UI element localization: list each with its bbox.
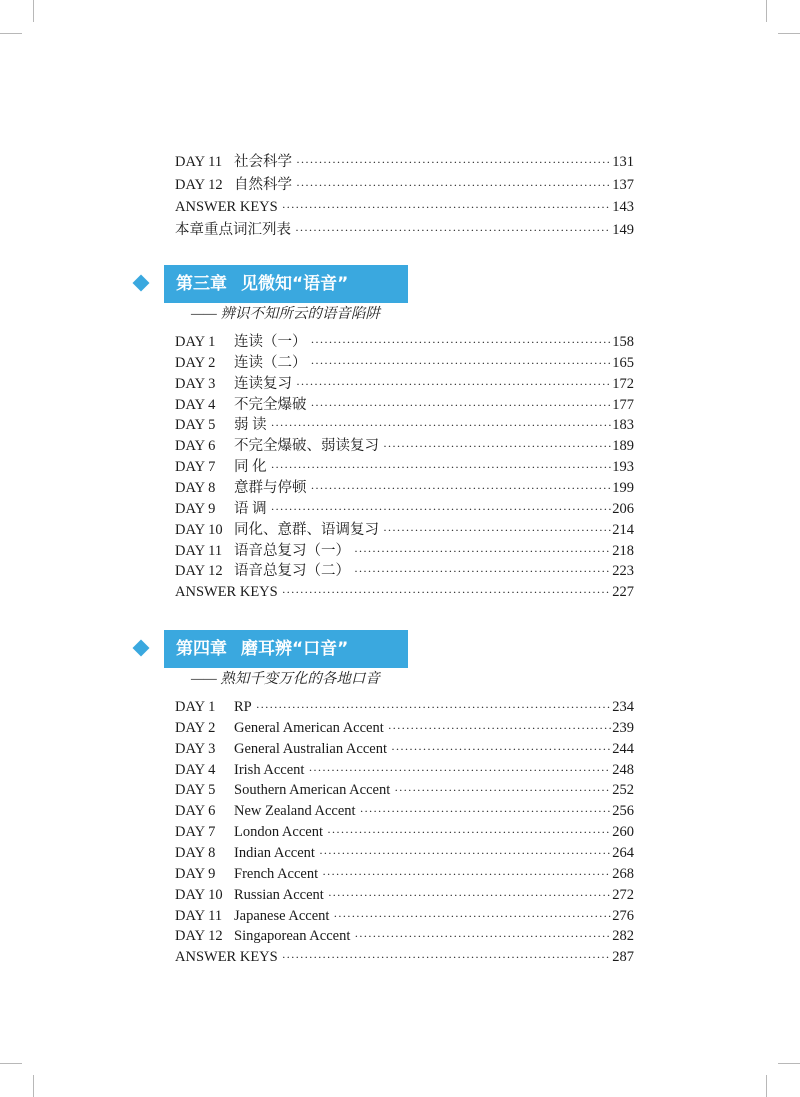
toc-page-number: 268 (612, 865, 634, 882)
toc-leader (311, 332, 612, 352)
toc-page-number: 264 (612, 844, 634, 861)
toc-title: London Accent (234, 824, 323, 841)
toc-leader (296, 175, 611, 195)
toc-page-number: 218 (612, 542, 634, 559)
toc-day: DAY 7 (175, 459, 216, 476)
toc-day: DAY 12 (175, 928, 223, 945)
toc-entry[interactable] (175, 864, 634, 884)
toc-day: 本章重点词汇列表 (175, 222, 291, 238)
toc-title: Singaporean Accent (234, 928, 351, 945)
toc-day: DAY 5 (175, 417, 216, 434)
toc-entry[interactable] (175, 520, 634, 540)
crop-mark (33, 0, 34, 22)
toc-leader (308, 760, 611, 780)
toc-leader (271, 499, 612, 519)
toc-entry[interactable] (175, 561, 634, 581)
chapter-number: 第四章 (176, 639, 227, 659)
toc-entry[interactable] (175, 353, 634, 373)
crop-mark (0, 1063, 22, 1064)
toc-leader (391, 739, 611, 759)
toc-title: Japanese Accent (234, 907, 330, 924)
toc-entry[interactable] (175, 906, 634, 926)
toc-page-number: 256 (612, 803, 634, 820)
toc-page-number: 189 (612, 438, 634, 455)
toc-entry[interactable] (175, 718, 634, 738)
toc-entry[interactable] (175, 395, 634, 415)
crop-mark (766, 1075, 767, 1097)
toc-page-number: 149 (612, 222, 634, 238)
toc-entry[interactable] (175, 885, 634, 905)
toc-day: ANSWER KEYS (175, 949, 278, 966)
toc-page-number: 193 (612, 459, 634, 476)
toc-leader (282, 582, 612, 602)
toc-title: General Australian Accent (234, 740, 387, 757)
toc-page-number: 252 (612, 782, 634, 799)
toc-day: DAY 12 (175, 177, 223, 193)
toc-entry[interactable] (175, 739, 634, 759)
toc-leader (383, 436, 611, 456)
toc-page-number: 158 (612, 334, 634, 350)
chapter-title-box (164, 630, 408, 668)
toc-entry[interactable] (175, 697, 634, 717)
toc-page-number: 223 (612, 563, 634, 580)
toc-page-number: 282 (612, 928, 634, 945)
toc-page-number: 248 (612, 761, 634, 778)
crop-mark (766, 0, 767, 22)
toc-leader (388, 718, 611, 738)
toc-title: New Zealand Accent (234, 803, 356, 820)
toc-title: 连读（一） (234, 334, 307, 350)
toc-leader (328, 885, 611, 905)
toc-entry[interactable] (175, 760, 634, 780)
toc-page-number: 272 (612, 886, 634, 903)
chapter-4-subtitle: —— 熟知千变万化的各地口音 (191, 671, 380, 687)
toc-leader (327, 822, 611, 842)
toc-entry[interactable] (175, 220, 634, 240)
toc-page-number: 137 (612, 177, 634, 193)
toc-entry[interactable] (175, 499, 634, 519)
crop-mark (778, 1063, 800, 1064)
toc-day: ANSWER KEYS (175, 584, 278, 601)
toc-leader (295, 220, 611, 240)
toc-title: Russian Accent (234, 886, 324, 903)
toc-entry[interactable] (175, 582, 634, 602)
toc-leader (311, 478, 612, 498)
toc-leader (256, 697, 612, 717)
toc-leader (282, 197, 612, 217)
toc-page-number: 199 (612, 479, 634, 496)
toc-day: DAY 2 (175, 719, 216, 736)
toc-day: DAY 9 (175, 865, 216, 882)
toc-title: 语音总复习（一） (234, 542, 350, 559)
toc-leader (271, 457, 612, 477)
toc-leader (296, 374, 611, 394)
toc-day: DAY 4 (175, 396, 216, 413)
toc-day: DAY 6 (175, 438, 216, 455)
toc-leader (383, 520, 611, 540)
toc-day: DAY 3 (175, 740, 216, 757)
toc-leader (282, 947, 612, 967)
toc-entry[interactable] (175, 436, 634, 456)
toc-title: 同化、意群、语调复习 (234, 521, 379, 538)
toc-entry[interactable] (175, 332, 634, 352)
toc-entry[interactable] (175, 152, 634, 172)
toc-leader (333, 906, 611, 926)
toc-day: DAY 2 (175, 354, 216, 371)
toc-title: 自然科学 (234, 177, 292, 193)
toc-entry[interactable] (175, 457, 634, 477)
toc-title: RP (234, 699, 252, 715)
toc-title: Southern American Accent (234, 782, 391, 799)
toc-day: DAY 8 (175, 844, 216, 861)
toc-day: DAY 12 (175, 563, 223, 580)
toc-day: DAY 6 (175, 803, 216, 820)
toc-entry[interactable] (175, 541, 634, 561)
toc-day: DAY 3 (175, 375, 216, 392)
toc-leader (296, 152, 611, 172)
toc-page-number: 206 (612, 500, 634, 517)
toc-entry[interactable] (175, 175, 634, 195)
toc-title: 不完全爆破、弱读复习 (234, 438, 379, 455)
toc-leader (354, 561, 611, 581)
toc-leader (322, 864, 611, 884)
toc-entry[interactable] (175, 947, 634, 967)
crop-mark (778, 33, 800, 34)
toc-title: General American Accent (234, 719, 384, 736)
toc-entry[interactable] (175, 780, 634, 800)
toc-page-number: 214 (612, 521, 634, 538)
toc-entry[interactable] (175, 478, 634, 498)
toc-page-number: 276 (612, 907, 634, 924)
toc-day: DAY 4 (175, 761, 216, 778)
toc-leader (360, 801, 612, 821)
toc-day: DAY 9 (175, 500, 216, 517)
toc-page-number: 239 (612, 719, 634, 736)
toc-title: Irish Accent (234, 761, 305, 778)
toc-entry[interactable] (175, 926, 634, 946)
toc-day: ANSWER KEYS (175, 199, 278, 215)
toc-leader (354, 926, 611, 946)
toc-day: DAY 1 (175, 699, 216, 715)
toc-title: 语 调 (234, 500, 267, 517)
toc-title: 弱 读 (234, 417, 267, 434)
chapter-title: 磨耳辨“口音” (241, 639, 349, 659)
toc-page-number: 234 (612, 699, 634, 715)
toc-title: 语音总复习（二） (234, 563, 350, 580)
toc-entry[interactable] (175, 374, 634, 394)
toc-leader (354, 541, 611, 561)
toc-entry[interactable] (175, 822, 634, 842)
toc-title: French Accent (234, 865, 319, 882)
crop-mark (33, 1075, 34, 1097)
toc-page-number: 183 (612, 417, 634, 434)
toc-page-number: 131 (612, 154, 634, 170)
toc-page-number: 260 (612, 824, 634, 841)
toc-day: DAY 5 (175, 782, 216, 799)
toc-page-number: 177 (612, 396, 634, 413)
toc-leader (311, 353, 612, 373)
toc-leader (271, 415, 612, 435)
toc-day: DAY 11 (175, 154, 223, 170)
diamond-icon (133, 275, 150, 292)
toc-entry[interactable] (175, 843, 634, 863)
diamond-icon (133, 640, 150, 657)
toc-day: DAY 1 (175, 334, 216, 350)
toc-title: 连读（二） (234, 354, 307, 371)
toc-day: DAY 10 (175, 886, 223, 903)
toc-title: 连读复习 (234, 375, 292, 392)
toc-day: DAY 7 (175, 824, 216, 841)
toc-page-number: 143 (612, 199, 634, 215)
toc-leader (319, 843, 611, 863)
toc-page-number: 172 (612, 375, 634, 392)
toc-page-number: 287 (612, 949, 634, 966)
toc-title: 不完全爆破 (234, 396, 307, 413)
toc-entry[interactable] (175, 197, 634, 217)
toc-leader (394, 780, 611, 800)
toc-title: 意群与停顿 (234, 479, 307, 496)
crop-mark (0, 33, 22, 34)
chapter-3-subtitle: —— 辨识不知所云的语音陷阱 (191, 306, 380, 322)
toc-title: 社会科学 (234, 154, 292, 170)
chapter-title: 见微知“语音” (241, 274, 349, 294)
toc-day: DAY 10 (175, 521, 223, 538)
toc-leader (311, 395, 612, 415)
toc-page-number: 165 (612, 354, 634, 371)
toc-day: DAY 11 (175, 907, 223, 924)
toc-title: 同 化 (234, 459, 267, 476)
chapter-title-box (164, 265, 408, 303)
toc-page-number: 244 (612, 740, 634, 757)
toc-page-number: 227 (612, 584, 634, 601)
toc-entry[interactable] (175, 801, 634, 821)
toc-day: DAY 8 (175, 479, 216, 496)
toc-title: Indian Accent (234, 844, 315, 861)
toc-day: DAY 11 (175, 542, 223, 559)
chapter-number: 第三章 (176, 274, 227, 294)
toc-entry[interactable] (175, 415, 634, 435)
